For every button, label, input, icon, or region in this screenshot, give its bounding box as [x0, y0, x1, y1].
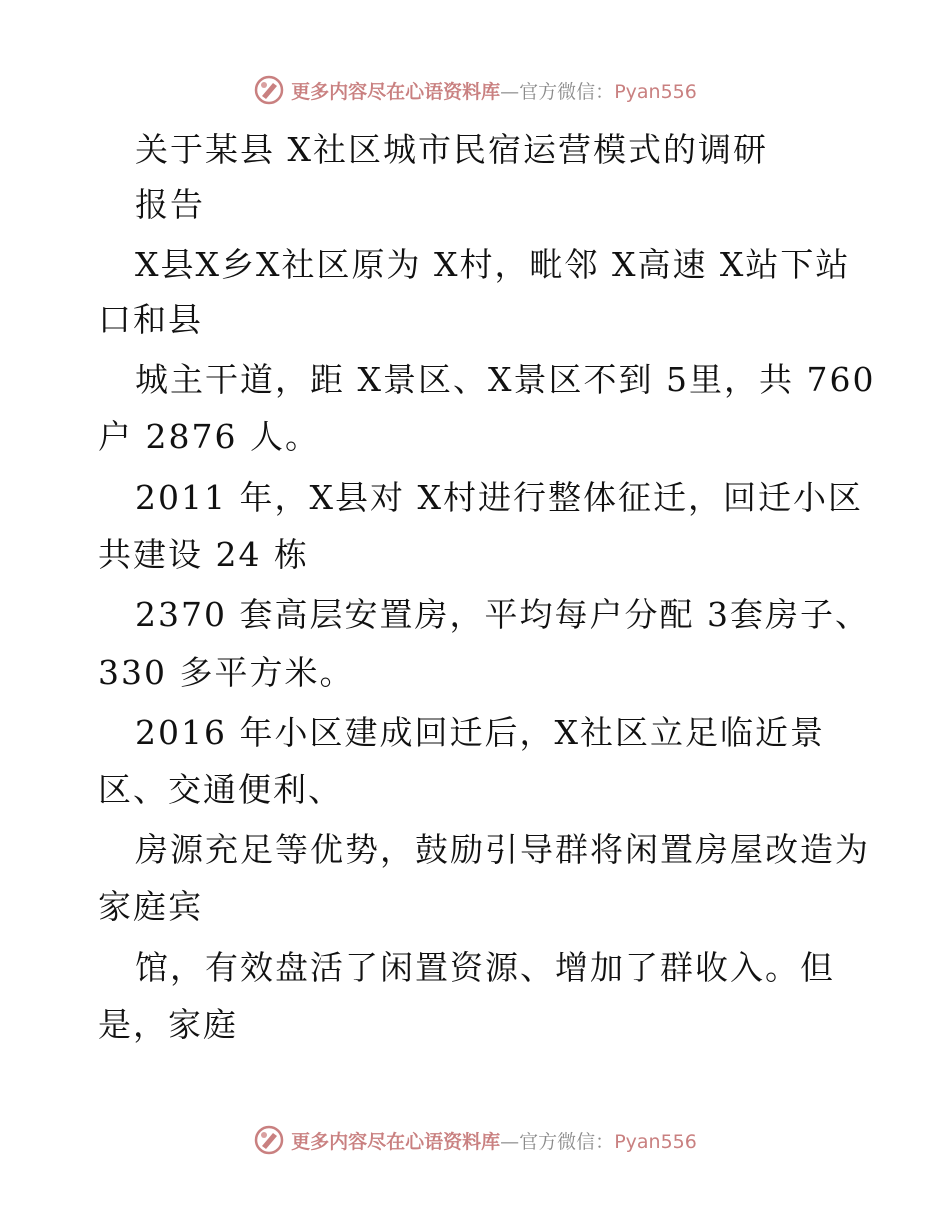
- paragraph-line: X县X乡X社区原为 X村，毗邻 X高速 X站下站: [135, 245, 851, 284]
- watermark-official: 官方微信：: [519, 80, 615, 103]
- watermark-official: 官方微信：: [519, 1130, 615, 1153]
- paragraph-line: 口和县: [98, 300, 203, 339]
- paragraph-line: 房源充足等优势，鼓励引导群将闲置房屋改造为: [135, 830, 870, 869]
- paragraph-line: 330 多平方米。: [98, 653, 355, 692]
- watermark-dash: —: [500, 80, 520, 103]
- paragraph-line: 区、交通便利、: [98, 770, 343, 809]
- paragraph-line: 家庭宾: [98, 887, 203, 926]
- paragraph-line: 共建设 24 栋: [98, 535, 309, 574]
- paragraph-line: 城主干道，距 X景区、X景区不到 5里，共 760: [135, 360, 876, 399]
- paragraph-line: 馆，有效盘活了闲置资源、增加了群收入。但: [135, 948, 835, 987]
- watermark-wechat-id: Pyan556: [614, 80, 697, 103]
- document-title-line-1: 关于某县 X社区城市民宿运营模式的调研: [135, 130, 768, 169]
- paragraph-line: 是，家庭: [98, 1005, 238, 1044]
- watermark-text: [291, 1127, 697, 1154]
- paragraph-line: 2016 年小区建成回迁后，X社区立足临近景: [135, 713, 825, 752]
- paragraph-line: 2011 年，X县对 X村进行整体征迁，回迁小区: [135, 478, 863, 517]
- document-title-line-2: 报告: [135, 185, 205, 224]
- paragraph-line: 户 2876 人。: [98, 417, 320, 456]
- seal-logo-icon: [253, 74, 285, 106]
- watermark-text: [291, 77, 697, 104]
- footer-watermark: [0, 1120, 950, 1160]
- watermark-brand: 更多内容尽在心语资料库: [291, 1130, 501, 1153]
- seal-logo-icon: [253, 1124, 285, 1156]
- paragraph-line: 2370 套高层安置房，平均每户分配 3套房子、: [135, 595, 870, 634]
- watermark-wechat-id: Pyan556: [614, 1130, 697, 1153]
- header-watermark: [0, 70, 950, 110]
- watermark-dash: —: [500, 1130, 520, 1153]
- watermark-brand: 更多内容尽在心语资料库: [291, 80, 501, 103]
